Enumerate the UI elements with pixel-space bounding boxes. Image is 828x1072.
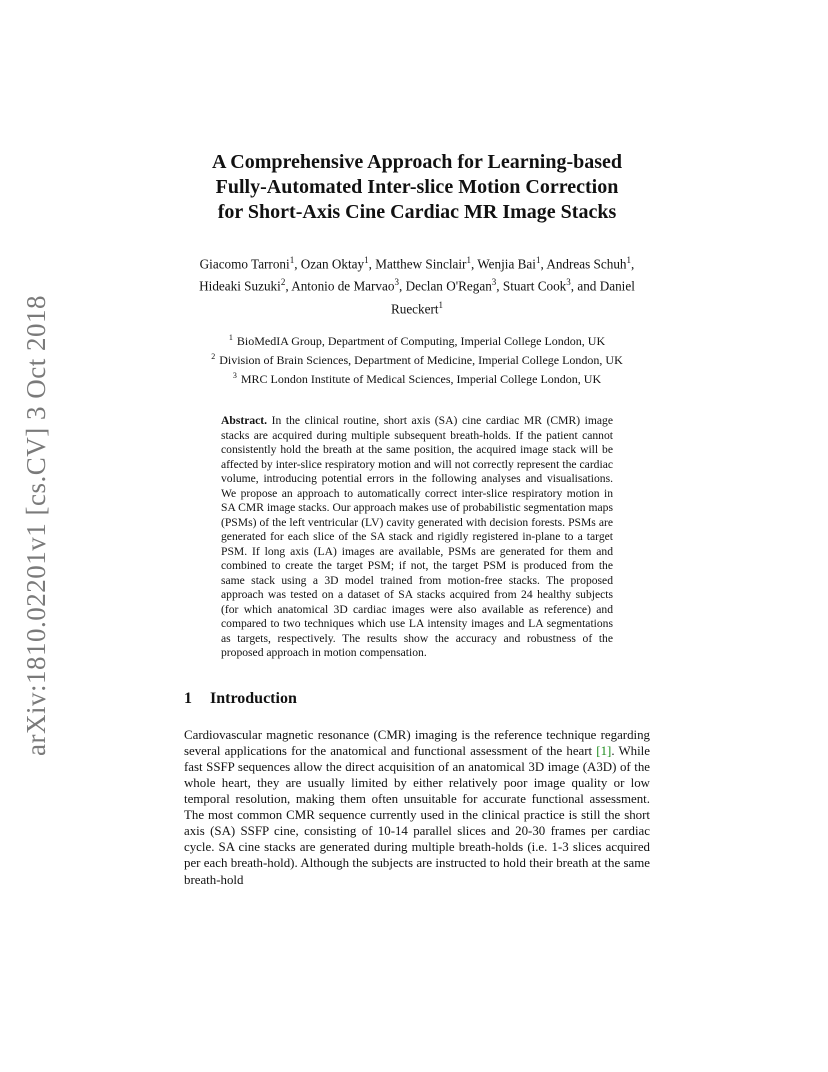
affiliation-list bbox=[184, 330, 650, 387]
paper-title bbox=[184, 150, 650, 225]
arxiv-identifier-stamp bbox=[12, 295, 60, 755]
abstract-text: In the clinical routine, short axis (SA) cine cardiac MR (CMR) image stacks are acquired during multiple subsequent breath-holds. If the patient cannot consistently hold the breath at the same position, the acquired image stack will be affected by inter-slice respiratory motion and will not correctly represent the cardiac volume, introducing potential errors in the following analyses and visualisations. We propose an approach to automatically correct inter-slice respiratory motion in SA CMR image stacks. Our approach makes use of probabilistic segmentation maps (PSMs) of the left ventricular (LV) cavity generated with decision forests. PSMs are generated for each slice of the SA stack and rigidly registered in-plane to a target PSM. If long axis (LA) images are available, PSMs are generated for them and combined to create the target PSM; if not, the target PSM is produced from the same stack using a 3D model trained from motion-free stacks. The proposed approach was tested on a dataset of SA stacks acquired from 24 healthy subjects (for which anatomical 3D cardiac images were also available as reference) and compared to two techniques which use LA intensity images and LA segmentations as targets, respectively. The results show the accuracy and robustness of the proposed approach in motion compensation. bbox=[221, 414, 613, 660]
intro-text-start: Cardiovascular magnetic resonance (CMR) imaging is the reference technique regarding several applications for the anatomical and functional assessment of the heart bbox=[184, 727, 650, 758]
author-name: Stuart Cook bbox=[502, 278, 567, 294]
arxiv-identifier-text: arXiv:1810.02201v1 [cs.CV] 3 Oct 2018 bbox=[20, 294, 51, 756]
author-affil-mark: 1 bbox=[289, 255, 295, 265]
author-affil-mark: 3 bbox=[566, 277, 571, 288]
author-name: Hideaki Suzuki bbox=[199, 278, 281, 294]
author-name: Ozan Oktay bbox=[300, 256, 365, 272]
affiliation-text: Division of Brain Sciences, Department of Medicine, Imperial College London, UK bbox=[219, 353, 623, 368]
author-affil-mark: 1 bbox=[364, 255, 369, 265]
title-line-3: for Short-Axis Cine Cardiac MR Image Stacks bbox=[217, 201, 617, 223]
author-affil-mark: 1 bbox=[438, 299, 444, 310]
author-affil-mark: 2 bbox=[280, 277, 286, 288]
title-line-2: Fully-Automated Inter-slice Motion Correction bbox=[215, 176, 619, 198]
intro-text-rest: . While fast SSFP sequences allow the direct acquisition of an anatomical 3D image (A3D) of the whole heart, they are usually limited by either relatively poor image quality or low temporal resolution, making them often unsuitable for accurate functional assessment. The most common CMR sequence currently used in the clinical practice is still the short axis (SA) SSFP cine, consisting of 10-14 parallel slices and 20-30 frames per cardiac cycle. SA cine stacks are generated during multiple breath-holds (i.e. 1-3 slices acquired per each breath-hold). Although the subjects are instructed to hold their breath at the same breath-hold bbox=[184, 743, 650, 887]
author-name: Wenjia Bai bbox=[477, 256, 536, 272]
affiliation-item bbox=[184, 330, 650, 349]
author-affil-mark: 3 bbox=[394, 277, 399, 288]
author-conjunction: and bbox=[577, 278, 597, 294]
author-name: Daniel Rueckert bbox=[390, 278, 635, 317]
section-number: 1 bbox=[184, 689, 192, 707]
author-affil-mark: 1 bbox=[466, 255, 471, 265]
affiliation-text: BioMedIA Group, Department of Computing, Imperial College London, UK bbox=[236, 334, 606, 349]
section-heading bbox=[184, 689, 650, 709]
citation-link[interactable]: [1] bbox=[596, 743, 612, 758]
author-affil-mark: 1 bbox=[535, 255, 541, 265]
paper-page bbox=[184, 150, 650, 888]
title-line-1: A Comprehensive Approach for Learning-based bbox=[211, 151, 623, 173]
author-affil-mark: 1 bbox=[626, 255, 632, 265]
abstract bbox=[221, 414, 613, 661]
author-name: Declan O'Regan bbox=[405, 278, 492, 294]
author-list: Giacomo Tarroni$^1$, Ozan Oktay$^1$, Matthew Sinclair$^1$, Wenjia Bai$^1$, Andreas Schuh$^1$, Hideaki Suzuki$^2$, Antonio de Marvao$^3$, Declan O'Regan$^3$, Stuart Cook$^3$, and Daniel Rueckert$^1$ bbox=[199, 255, 635, 317]
affiliation-mark: 2 bbox=[211, 352, 216, 362]
affiliation-text: MRC London Institute of Medical Sciences, Imperial College London, UK bbox=[240, 372, 602, 387]
affiliation-item bbox=[184, 349, 650, 368]
intro-paragraph bbox=[184, 727, 650, 888]
author-name: Andreas Schuh bbox=[546, 256, 627, 272]
author-name: Antonio de Marvao bbox=[291, 278, 395, 294]
affiliation-mark: 1 bbox=[228, 333, 233, 343]
section-title: Introduction bbox=[210, 689, 297, 707]
author-affil-mark: 3 bbox=[491, 277, 497, 288]
affiliation-mark: 3 bbox=[232, 371, 237, 381]
abstract-label: Abstract. bbox=[221, 414, 268, 428]
author-name: Giacomo Tarroni bbox=[199, 256, 290, 272]
author-name: Matthew Sinclair bbox=[375, 256, 467, 272]
affiliation-item bbox=[184, 368, 650, 387]
